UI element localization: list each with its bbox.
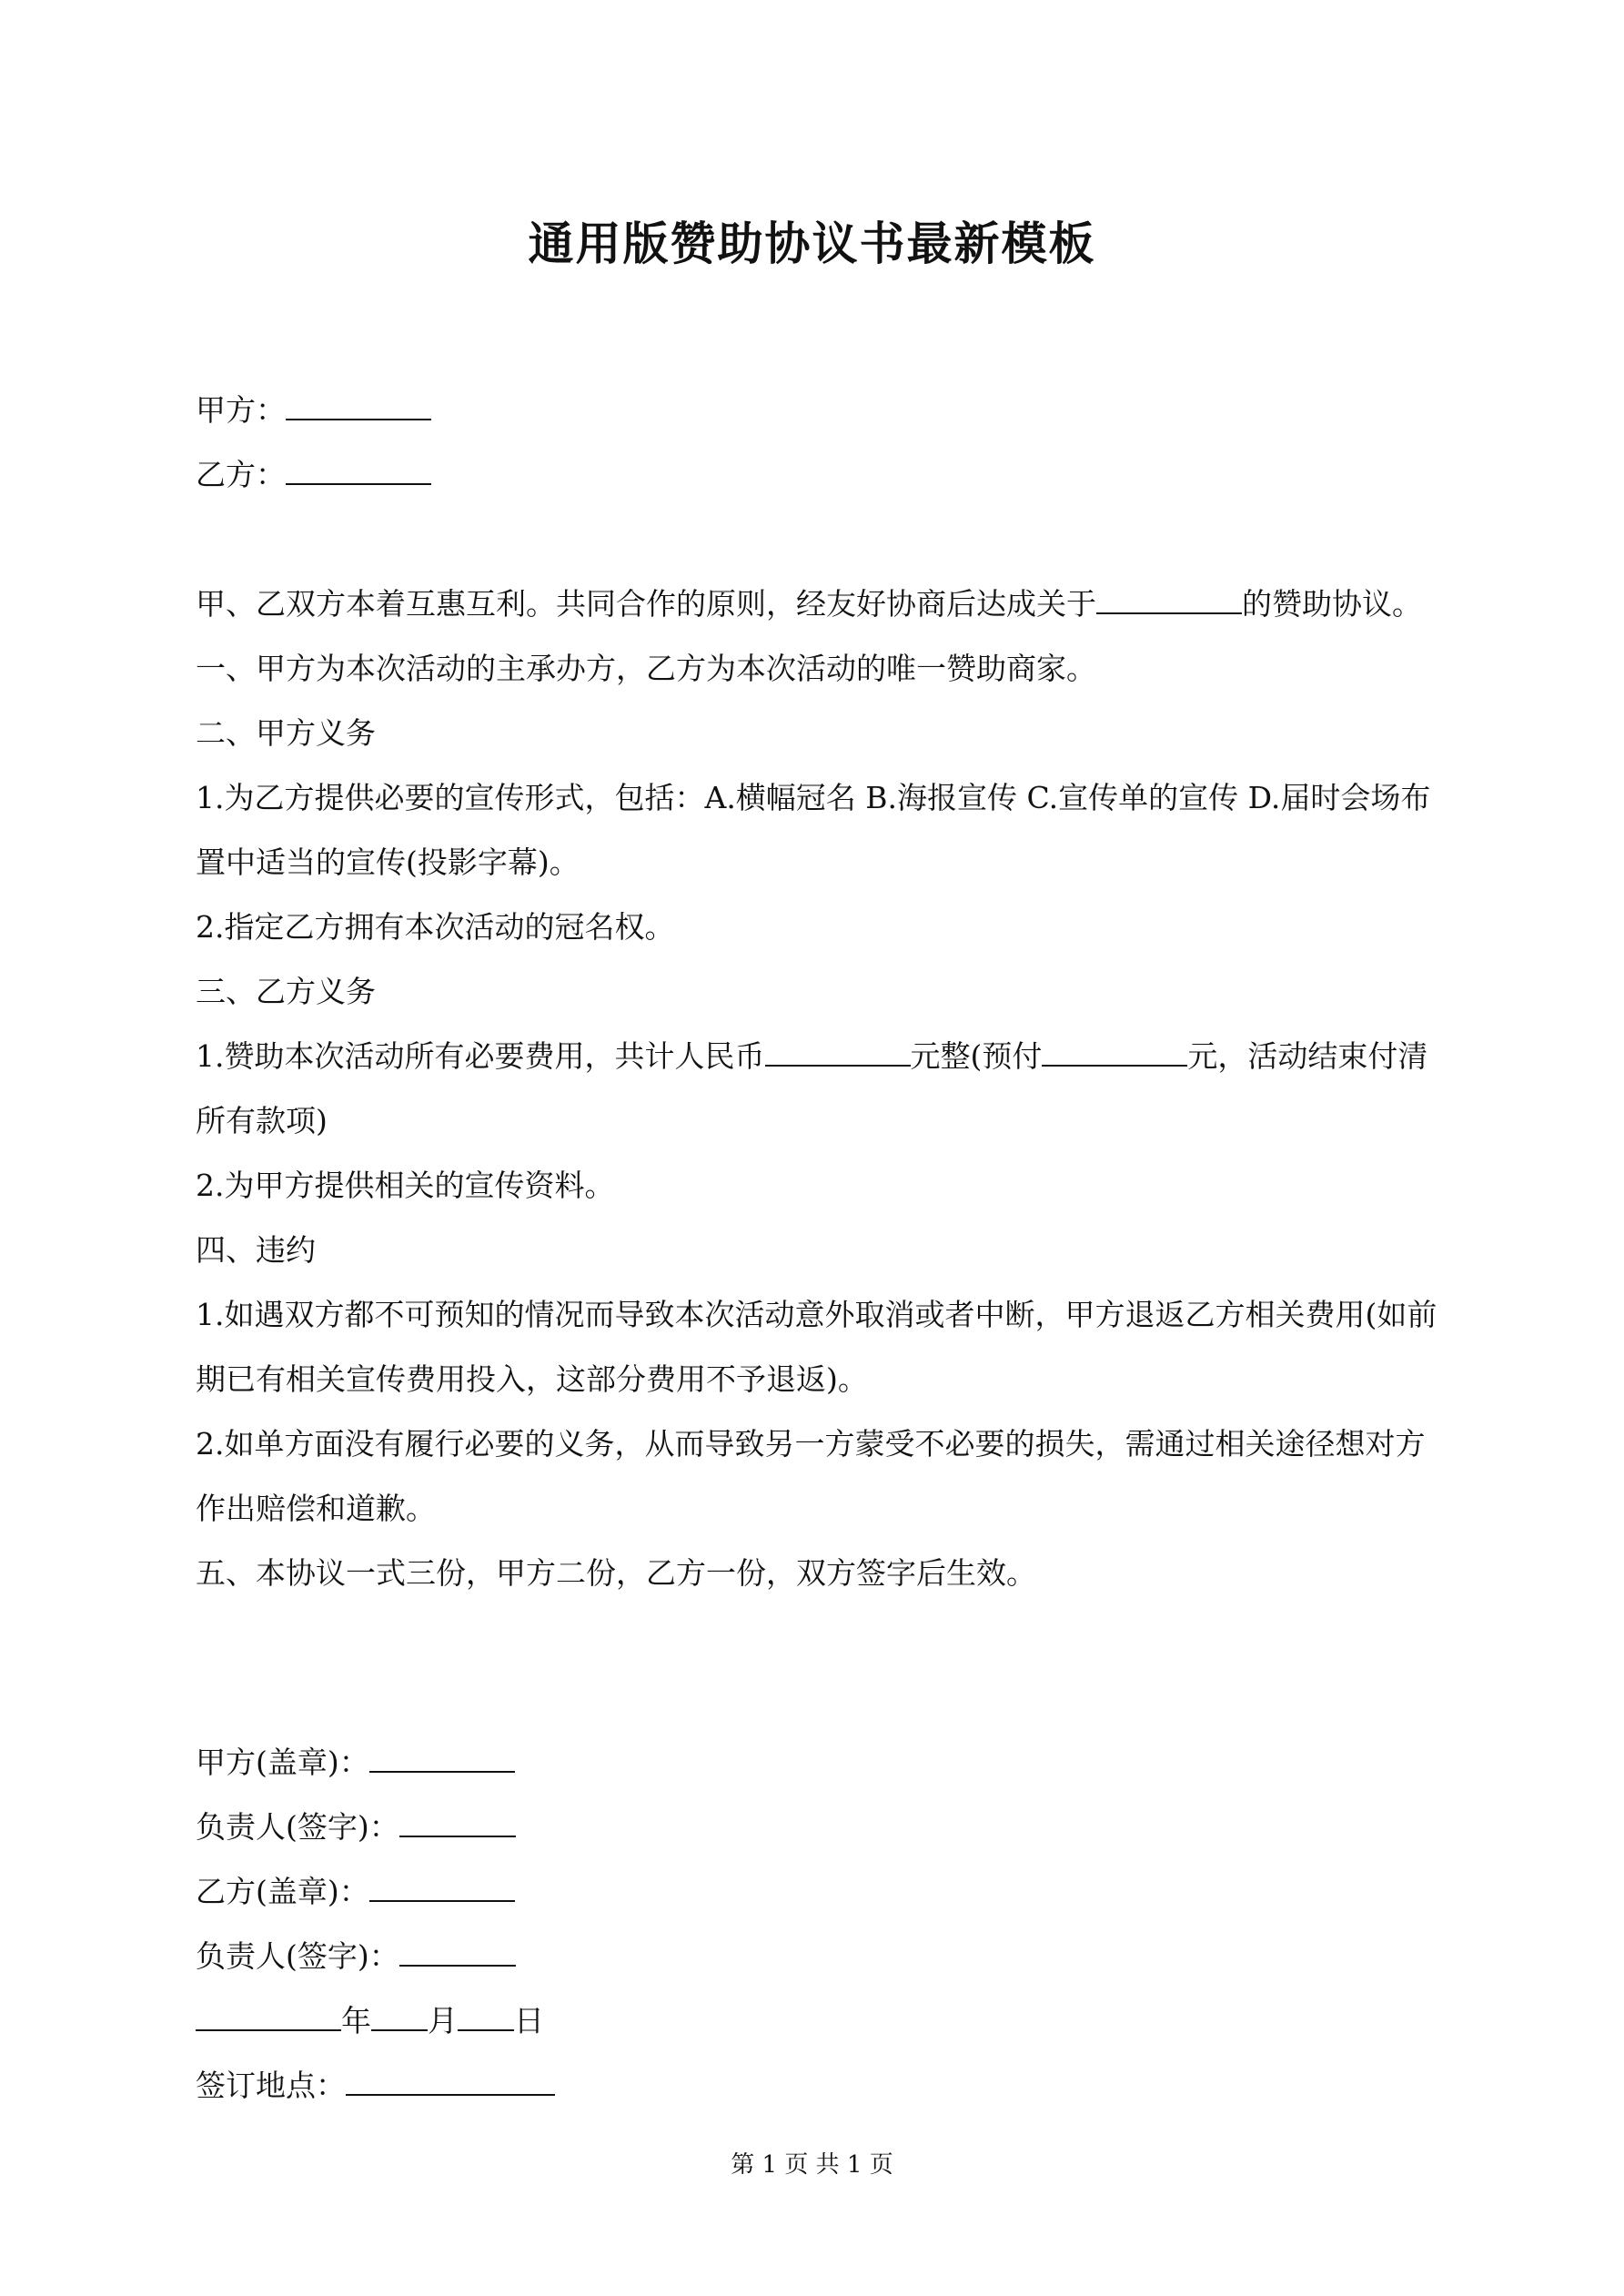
event-name-blank bbox=[1096, 585, 1242, 614]
sign-place-label: 签订地点： bbox=[196, 2068, 346, 2103]
document-title: 通用版赞助协议书最新模板 bbox=[528, 217, 1096, 270]
parties-section bbox=[196, 378, 1447, 507]
party-a-blank bbox=[286, 391, 431, 420]
date-line bbox=[196, 1988, 1447, 2053]
sig-party-b-seal-line bbox=[196, 1859, 1447, 1924]
sig-party-a-person-blank bbox=[399, 1808, 516, 1837]
party-b-blank bbox=[286, 456, 431, 485]
sig-party-b-seal-label: 乙方(盖章)： bbox=[196, 1874, 369, 1909]
intro-paragraph bbox=[196, 571, 1447, 636]
clause-2-2: 2.指定乙方拥有本次活动的冠名权。 bbox=[196, 909, 675, 945]
sig-party-a-seal-label: 甲方(盖章)： bbox=[196, 1745, 369, 1780]
clause-2-heading: 二、甲方义务 bbox=[196, 715, 376, 751]
sig-party-a-seal-line bbox=[196, 1730, 1447, 1795]
intro-text-2: 的赞助协议。 bbox=[1242, 586, 1422, 622]
intro-text-1: 甲、乙双方本着互惠互利。共同合作的原则，经友好协商后达成关于 bbox=[196, 586, 1096, 622]
sig-party-b-person-label: 负责人(签字)： bbox=[196, 1938, 399, 1974]
party-a-line bbox=[196, 378, 1447, 442]
agreement-body bbox=[196, 571, 1447, 1605]
clause-3-1-text-a: 1.赞助本次活动所有必要费用，共计人民币 bbox=[196, 1038, 765, 1074]
day-label: 日 bbox=[514, 2003, 544, 2038]
party-b-line bbox=[196, 442, 1447, 507]
signature-section bbox=[196, 1730, 1447, 2118]
sign-place-line bbox=[196, 2053, 1447, 2118]
month-blank bbox=[371, 2002, 428, 2031]
prepay-amount-blank bbox=[1042, 1037, 1187, 1067]
sig-party-a-person-line bbox=[196, 1795, 1447, 1859]
sign-place-blank bbox=[346, 2067, 555, 2096]
clause-3-heading: 三、乙方义务 bbox=[196, 974, 376, 1009]
sig-party-b-person-line bbox=[196, 1924, 1447, 1988]
clause-3-1 bbox=[196, 1024, 1447, 1153]
clause-3-1-text-b: 元整(预付 bbox=[910, 1038, 1043, 1074]
sig-party-b-seal-blank bbox=[369, 1873, 515, 1902]
clause-3-2: 2.为甲方提供相关的宣传资料。 bbox=[196, 1168, 615, 1203]
clause-4-heading: 四、违约 bbox=[196, 1232, 316, 1268]
sig-party-b-person-blank bbox=[399, 1937, 516, 1967]
sig-party-a-person-label: 负责人(签字)： bbox=[196, 1809, 399, 1845]
year-blank bbox=[196, 2002, 341, 2031]
party-a-label: 甲方： bbox=[196, 392, 286, 428]
sig-party-a-seal-blank bbox=[369, 1744, 515, 1773]
clause-2-1: 1.为乙方提供必要的宣传形式，包括：A.横幅冠名 B.海报宣传 C.宣传单的宣传 D.届时会场布置中适当的宣传(投影字幕)。 bbox=[196, 780, 1431, 880]
total-amount-blank bbox=[765, 1037, 911, 1067]
page-footer: 第 1 页 共 1 页 bbox=[731, 2151, 893, 2179]
clause-4-2: 2.如单方面没有履行必要的义务，从而导致另一方蒙受不必要的损失，需通过相关途径想对方作出赔偿和道歉。 bbox=[196, 1426, 1426, 1526]
month-label: 月 bbox=[428, 2003, 458, 2038]
clause-4-1: 1.如遇双方都不可预知的情况而导致本次活动意外取消或者中断，甲方退返乙方相关费用(如前期已有相关宣传费用投入，这部分费用不予退返)。 bbox=[196, 1297, 1437, 1397]
clause-1: 一、甲方为本次活动的主承办方，乙方为本次活动的唯一赞助商家。 bbox=[196, 651, 1096, 686]
party-b-label: 乙方： bbox=[196, 457, 286, 492]
clause-3-1-text-c: 元，活动结束付清所有款项) bbox=[196, 1038, 1428, 1138]
clause-5: 五、本协议一式三份，甲方二份，乙方一份，双方签字后生效。 bbox=[196, 1555, 1036, 1591]
year-label: 年 bbox=[341, 2003, 371, 2038]
day-blank bbox=[458, 2002, 514, 2031]
